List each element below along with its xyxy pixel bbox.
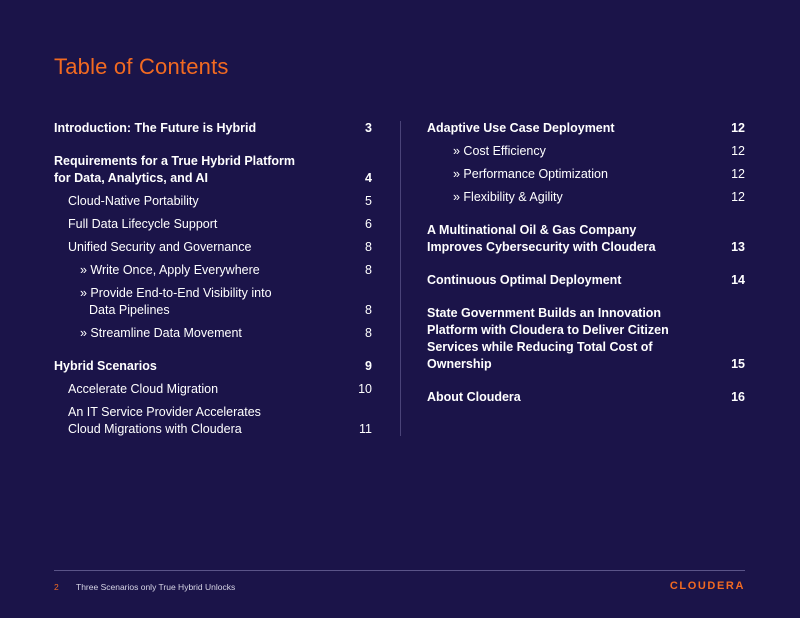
toc-entry-page: 8 [365, 240, 372, 254]
toc-entry-page: 9 [365, 359, 372, 373]
toc-entry-label: Continuous Optimal Deployment [427, 273, 622, 287]
toc-entry-page: 12 [731, 144, 745, 158]
column-divider [400, 121, 401, 436]
toc-entry-label: » Write Once, Apply Everywhere [80, 263, 260, 277]
toc-entry-page: 13 [731, 240, 745, 254]
toc-entry-label: » Performance Optimization [453, 167, 608, 181]
toc-entry[interactable] [54, 216, 372, 233]
toc-entry-page: 6 [365, 217, 372, 231]
toc-entry-label: Unified Security and Governance [68, 240, 252, 254]
toc-entry-page: 16 [731, 390, 745, 404]
toc-entry[interactable] [54, 285, 372, 319]
toc-entry[interactable] [54, 404, 372, 438]
toc-entry[interactable] [427, 222, 745, 256]
toc-entry-page: 5 [365, 194, 372, 208]
toc-entry-label: Adaptive Use Case Deployment [427, 121, 615, 135]
toc-entry-label: » Provide End-to-End Visibility into Data Pipelines [80, 286, 272, 317]
toc-entry[interactable] [54, 193, 372, 210]
toc-entry-page: 12 [731, 121, 745, 135]
toc-entry-label: State Government Builds an Innovation Platform with Cloudera to Deliver Citizen Services while Reducing Total Cost of Ownership [427, 306, 669, 371]
toc-entry-page: 8 [365, 303, 372, 317]
toc-entry[interactable] [427, 305, 745, 373]
toc-entry-page: 11 [359, 422, 372, 436]
toc-entry[interactable] [427, 272, 745, 289]
toc-entry-label: Requirements for a True Hybrid Platform for Data, Analytics, and AI [54, 154, 296, 185]
toc-entry-page: 12 [731, 167, 745, 181]
toc-entry-page: 10 [358, 382, 372, 396]
toc-entry[interactable] [54, 381, 372, 398]
toc-entry-label: » Cost Efficiency [453, 144, 546, 158]
toc-entry[interactable] [54, 239, 372, 256]
toc-entry[interactable] [427, 143, 745, 160]
toc-entry-label: An IT Service Provider Accelerates Cloud Migrations with Cloudera [68, 405, 261, 436]
toc-entry-label: » Streamline Data Movement [80, 326, 242, 340]
toc-entry[interactable] [54, 358, 372, 375]
toc-entry[interactable] [427, 166, 745, 183]
footer-page-number: 2 [54, 582, 59, 592]
toc-entry[interactable] [54, 325, 372, 342]
toc-entry[interactable] [427, 120, 745, 137]
toc-right-column [427, 118, 745, 406]
toc-entry-label: About Cloudera [427, 390, 521, 404]
footer-rule [54, 570, 745, 571]
toc-entry-page: 3 [365, 121, 372, 135]
toc-entry-label: Accelerate Cloud Migration [68, 382, 219, 396]
toc-entry-label: A Multinational Oil & Gas Company Improves Cybersecurity with Cloudera [427, 223, 656, 254]
toc-entry-page: 14 [731, 273, 745, 287]
toc-entry-page: 8 [365, 326, 372, 340]
toc-left-column [54, 118, 372, 438]
toc-entry[interactable] [427, 189, 745, 206]
toc-entry-page: 15 [731, 357, 745, 371]
toc-entry-page: 4 [365, 171, 372, 185]
toc-entry-label: Full Data Lifecycle Support [68, 217, 218, 231]
cloudera-logo: CLOUDERA [669, 580, 745, 592]
toc-entry-label: Cloud-Native Portability [68, 194, 199, 208]
toc-entry[interactable] [54, 262, 372, 279]
toc-entry-page: 8 [365, 263, 372, 277]
toc-entry[interactable] [54, 120, 372, 137]
toc-entry[interactable] [427, 389, 745, 406]
footer-title: Three Scenarios only True Hybrid Unlocks [76, 582, 236, 592]
toc-entry[interactable] [54, 153, 372, 187]
toc-entry-page: 12 [731, 190, 745, 204]
toc-entry-label: Hybrid Scenarios [54, 359, 157, 373]
page-title: Table of Contents [54, 54, 229, 79]
toc-entry-label: Introduction: The Future is Hybrid [54, 121, 257, 135]
toc-entry-label: » Flexibility & Agility [453, 190, 563, 204]
